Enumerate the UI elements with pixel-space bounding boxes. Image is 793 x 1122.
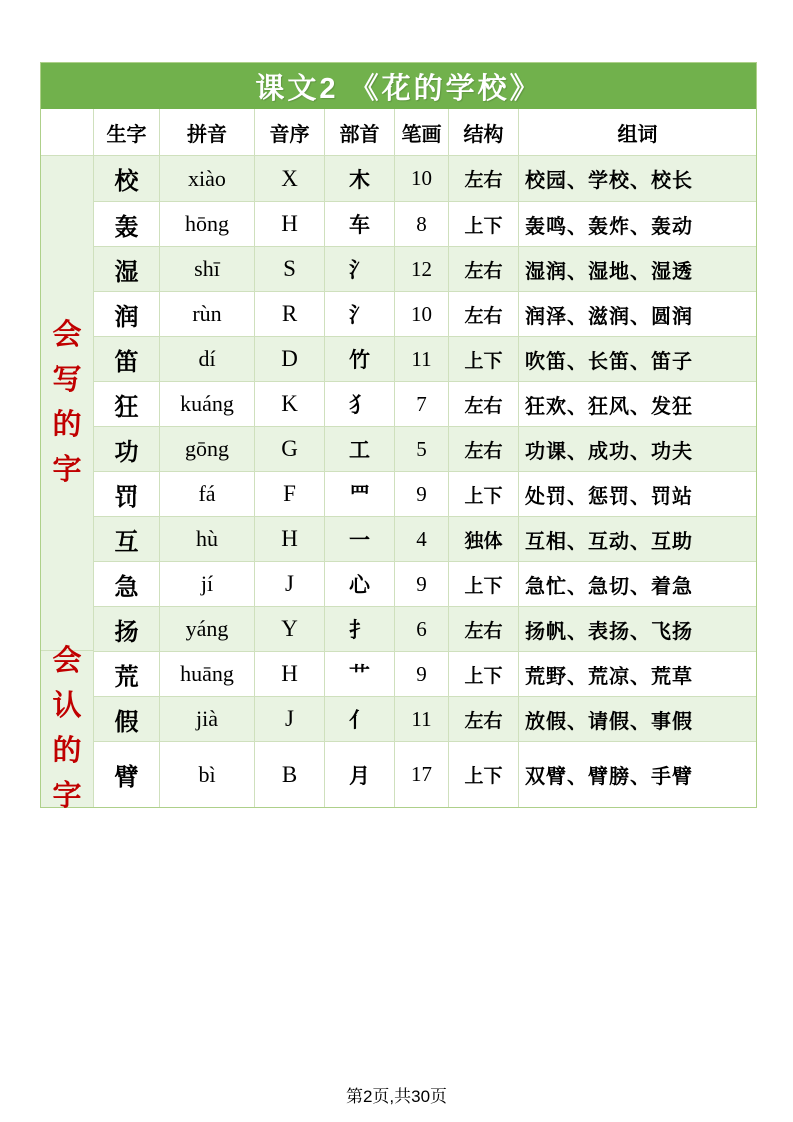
cell-character: 急 [114,573,139,601]
header-character: 生字 [106,123,147,146]
cell-radical: 工 [324,427,394,471]
cell-words: 扬帆、表扬、飞扬 [518,607,756,651]
cell-strokes: 4 [394,517,448,561]
side-label-read-characters [41,645,93,812]
table-row [94,471,756,516]
table-row [94,426,756,471]
cell-strokes: 12 [394,247,448,291]
header-row [94,109,756,156]
cell-structure: 左右 [448,292,518,336]
cell-alpha-order: J [254,697,324,741]
worksheet-table [40,62,757,812]
cell-structure: 左右 [448,607,518,651]
table-row [94,201,756,246]
cell-strokes: 9 [394,472,448,516]
cell-strokes: 6 [394,607,448,651]
cell-character: 扬 [114,618,139,646]
cell-strokes: 9 [394,652,448,696]
cell-alpha-order: J [254,562,324,606]
cell-structure: 上下 [448,472,518,516]
cell-radical: 月 [324,742,394,807]
cell-structure: 左右 [448,382,518,426]
cell-words: 互相、互动、互助 [518,517,756,561]
cell-character: 互 [114,528,139,556]
main-table-column [94,109,756,807]
cell-structure: 独体 [448,517,518,561]
cell-strokes: 8 [394,202,448,246]
cell-words: 荒野、荒凉、荒草 [518,652,756,696]
table-row [94,516,756,561]
table-rows [94,156,756,807]
cell-structure: 上下 [448,337,518,381]
cell-pinyin: huāng [159,652,254,696]
cell-character: 臂 [114,764,139,791]
cell-radical: 车 [324,202,394,246]
cell-words: 双臂、臂膀、手臂 [518,742,756,807]
cell-alpha-order: X [254,156,324,201]
cell-character: 荒 [114,663,139,691]
cell-radical: 氵 [324,292,394,336]
cell-strokes: 10 [394,292,448,336]
cell-character: 狂 [114,393,139,421]
cell-radical: 木 [324,156,394,201]
cell-pinyin: kuáng [159,382,254,426]
cell-pinyin: shī [159,247,254,291]
cell-character: 校 [114,168,139,195]
cell-strokes: 7 [394,382,448,426]
table-row [94,336,756,381]
cell-character: 功 [114,438,139,466]
cell-pinyin: xiào [159,156,254,201]
cell-radical: 罒 [324,472,394,516]
cell-alpha-order: S [254,247,324,291]
cell-radical: 艹 [324,652,394,696]
header-words: 组词 [518,109,756,155]
cell-radical: 氵 [324,247,394,291]
table-row [94,561,756,606]
cell-alpha-order: K [254,382,324,426]
cell-pinyin: jià [159,697,254,741]
table-row [94,696,756,741]
header-strokes: 笔画 [394,109,448,155]
cell-alpha-order: H [254,652,324,696]
cell-alpha-order: R [254,292,324,336]
table-row [94,606,756,651]
cell-words: 功课、成功、功夫 [518,427,756,471]
table-row [94,741,756,807]
header-structure: 结构 [448,109,518,155]
cell-alpha-order: B [254,742,324,807]
cell-pinyin: hōng [159,202,254,246]
cell-words: 校园、学校、校长 [518,156,756,201]
cell-structure: 上下 [448,652,518,696]
cell-pinyin: bì [159,742,254,807]
cell-alpha-order: H [254,517,324,561]
table-row [94,246,756,291]
cell-character: 假 [114,708,139,736]
cell-structure: 左右 [448,247,518,291]
side-label-read-text: 会认的字 [52,645,82,812]
side-label-write-text: 会写的字 [52,319,82,486]
cell-pinyin: gōng [159,427,254,471]
cell-alpha-order: Y [254,607,324,651]
cell-pinyin: rùn [159,292,254,336]
cell-radical: 竹 [324,337,394,381]
cell-structure: 左右 [448,697,518,741]
cell-alpha-order: F [254,472,324,516]
cell-strokes: 11 [394,697,448,741]
cell-character: 轰 [114,213,139,241]
side-label-column [41,109,94,812]
table-row [94,651,756,696]
cell-words: 湿润、湿地、湿透 [518,247,756,291]
cell-strokes: 10 [394,156,448,201]
cell-structure: 左右 [448,156,518,201]
cell-words: 润泽、滋润、圆润 [518,292,756,336]
table-row [94,381,756,426]
page-indicator: 第2页,共30页 [345,1087,448,1106]
cell-pinyin: hù [159,517,254,561]
cell-alpha-order: G [254,427,324,471]
cell-pinyin: yáng [159,607,254,651]
cell-structure: 上下 [448,202,518,246]
cell-radical: 犭 [324,382,394,426]
cell-words: 狂欢、狂风、发狂 [518,382,756,426]
cell-words: 轰鸣、轰炸、轰动 [518,202,756,246]
header-alpha-order: 音序 [254,109,324,155]
cell-pinyin: fá [159,472,254,516]
cell-pinyin: dí [159,337,254,381]
cell-pinyin: jí [159,562,254,606]
header-pinyin: 拼音 [159,109,254,155]
cell-strokes: 5 [394,427,448,471]
cell-character: 罚 [114,483,139,511]
table-row [94,291,756,336]
cell-character: 湿 [114,258,139,286]
cell-radical: 一 [324,517,394,561]
side-label-write-characters [41,156,93,651]
cell-alpha-order: D [254,337,324,381]
cell-words: 急忙、急切、着急 [518,562,756,606]
table-body [41,109,756,812]
lesson-title: 课文2 《花的学校》 [41,63,756,109]
header-radical: 部首 [324,109,394,155]
cell-radical: 亻 [324,697,394,741]
cell-radical: 扌 [324,607,394,651]
cell-alpha-order: H [254,202,324,246]
cell-structure: 左右 [448,427,518,471]
cell-strokes: 11 [394,337,448,381]
table-row [94,156,756,201]
cell-structure: 上下 [448,562,518,606]
cell-structure: 上下 [448,742,518,807]
cell-strokes: 9 [394,562,448,606]
cell-strokes: 17 [394,742,448,807]
corner-cell [41,109,93,156]
cell-character: 润 [114,303,139,331]
cell-character: 笛 [114,348,139,376]
cell-words: 放假、请假、事假 [518,697,756,741]
cell-words: 吹笛、长笛、笛子 [518,337,756,381]
cell-words: 处罚、惩罚、罚站 [518,472,756,516]
cell-radical: 心 [324,562,394,606]
